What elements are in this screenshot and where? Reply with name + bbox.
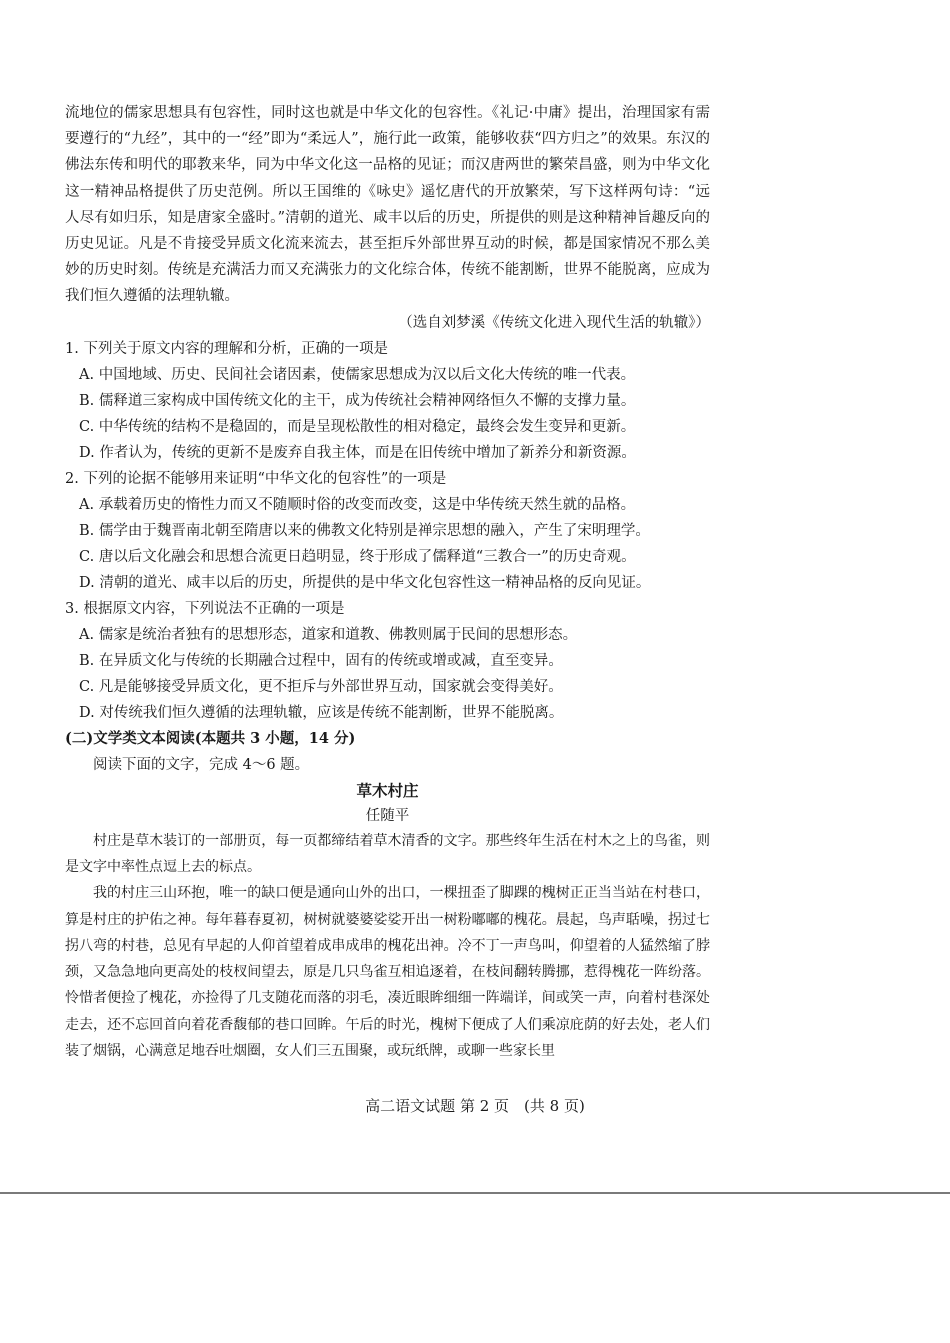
question-3 [65,596,710,726]
section-heading: (二)文学类文本阅读(本题共 3 小题，14 分) [65,729,356,747]
question-option: B. 儒释道三家构成中国传统文化的主干，成为传统社会精神网络恒久不懈的支撑力量。 [79,392,636,409]
question-option: D. 清朝的道光、咸丰以后的历史，所提供的是中华文化包容性这一精神品格的反向见证。 [79,574,651,591]
page-footer: 高二语文试题 第 2 页 (共 8 页) [365,1097,585,1115]
story-title: 草木村庄 [356,781,419,800]
story-paragraph: 我的村庄三山环抱，唯一的缺口便是通向山外的出口，一棵扭歪了脚踝的槐树正正当当站在村巷口，算是村庄的护佑之神。每年暮春夏初，树树就婆婆娑娑开出一树粉嘟嘟的槐花。晨起，鸟声聒噪，拐过七拐八弯的村巷，总见有早起的人仰首望着成串成串的槐花出神。冷不丁一声鸟叫，仰望着的人猛然缩了脖颈，又急急地向更高处的枝杈间望去，原是几只鸟雀互相追逐着，在枝间翻转腾挪，惹得槐花一阵纷落。怜惜者便捡了槐花，亦捡得了几支随花而落的羽毛，凑近眼眸细细一阵端详，间或笑一声，向着村巷深处走去，还不忘回首向着花香馥郁的巷口回眸。午后的时光，槐树下便成了人们乘凉庇荫的好去处，老人们装了烟锅，心满意足地吞吐烟圈，女人们三五围聚，或玩纸牌，或聊一些家长里 [65,885,710,1059]
question-stem: 1. 下列关于原文内容的理解和分析，正确的一项是 [65,340,388,357]
question-1 [65,336,710,466]
question-2 [65,466,710,596]
question-stem: 3. 根据原文内容，下列说法不正确的一项是 [65,600,345,617]
exam-page [65,100,710,1064]
passage-source: （选自刘梦溪《传统文化进入现代生活的轨辙》） [398,314,710,331]
story-paragraph: 村庄是草木装订的一部册页，每一页都缔结着草木清香的文字。那些终年生活在村木之上的鸟雀，则是文字中率性点逗上去的标点。 [65,832,710,875]
question-option: A. 中国地域、历史、民间社会诸因素，使儒家思想成为汉以后文化大传统的唯一代表。 [79,366,636,383]
story-author: 任随平 [365,807,410,824]
question-option: D. 作者认为，传统的更新不是废弃自我主体，而是在旧传统中增加了新养分和新资源。 [79,444,636,461]
question-option: C. 中华传统的结构不是稳固的，而是呈现松散性的相对稳定，最终会发生变异和更新。 [79,418,636,435]
passage-top: 流地位的儒家思想具有包容性，同时这也就是中华文化的包容性。《礼记·中庸》提出，治理国家有需要遵行的“九经”，其中的一“经”即为“柔远人”，施行此一政策，能够收获“四方归之”的效果。东汉的佛法东传和明代的耶教来华，同为中华文化这一品格的见证；而汉唐两世的繁荣昌盛，则为中华文化这一精神品格提供了历史范例。所以王国维的《咏史》遥忆唐代的开放繁荣，写下这样两句诗：“远人尽有如归乐，知是唐家全盛时。”清朝的道光、咸丰以后的历史，所提供的则是这种精神旨趣反向的历史见证。凡是不肯接受异质文化流来流去，甚至拒斥外部世界互动的时候，都是国家情况不那么美妙的历史时刻。传统是充满活力而又充满张力的文化综合体，传统不能割断，世界不能脱离，应成为我们恒久遵循的法理轨辙。 [65,105,710,305]
scan-edge-line [0,1192,950,1194]
question-option: A. 承载着历史的惰性力而又不随顺时俗的改变而改变，这是中华传统天然生就的品格。 [79,496,636,513]
question-option: C. 凡是能够接受异质文化，更不拒斥与外部世界互动，国家就会变得美好。 [79,678,563,695]
reading-instruction: 阅读下面的文字，完成 4～6 题。 [93,756,310,773]
question-option: D. 对传统我们恒久遵循的法理轨辙，应该是传统不能割断，世界不能脱离。 [79,704,564,721]
question-option: B. 儒学由于魏晋南北朝至隋唐以来的佛教文化特别是禅宗思想的融入，产生了宋明理学。 [79,522,650,539]
question-stem: 2. 下列的论据不能够用来证明“中华文化的包容性”的一项是 [65,470,447,487]
question-option: A. 儒家是统治者独有的思想形态，道家和道教、佛教则属于民间的思想形态。 [79,626,578,643]
question-option: C. 唐以后文化融会和思想合流更日趋明显，终于形成了儒释道“三教合一”的历史奇观。 [79,548,636,565]
question-option: B. 在异质文化与传统的长期融合过程中，固有的传统或增或减，直至变异。 [79,652,563,669]
